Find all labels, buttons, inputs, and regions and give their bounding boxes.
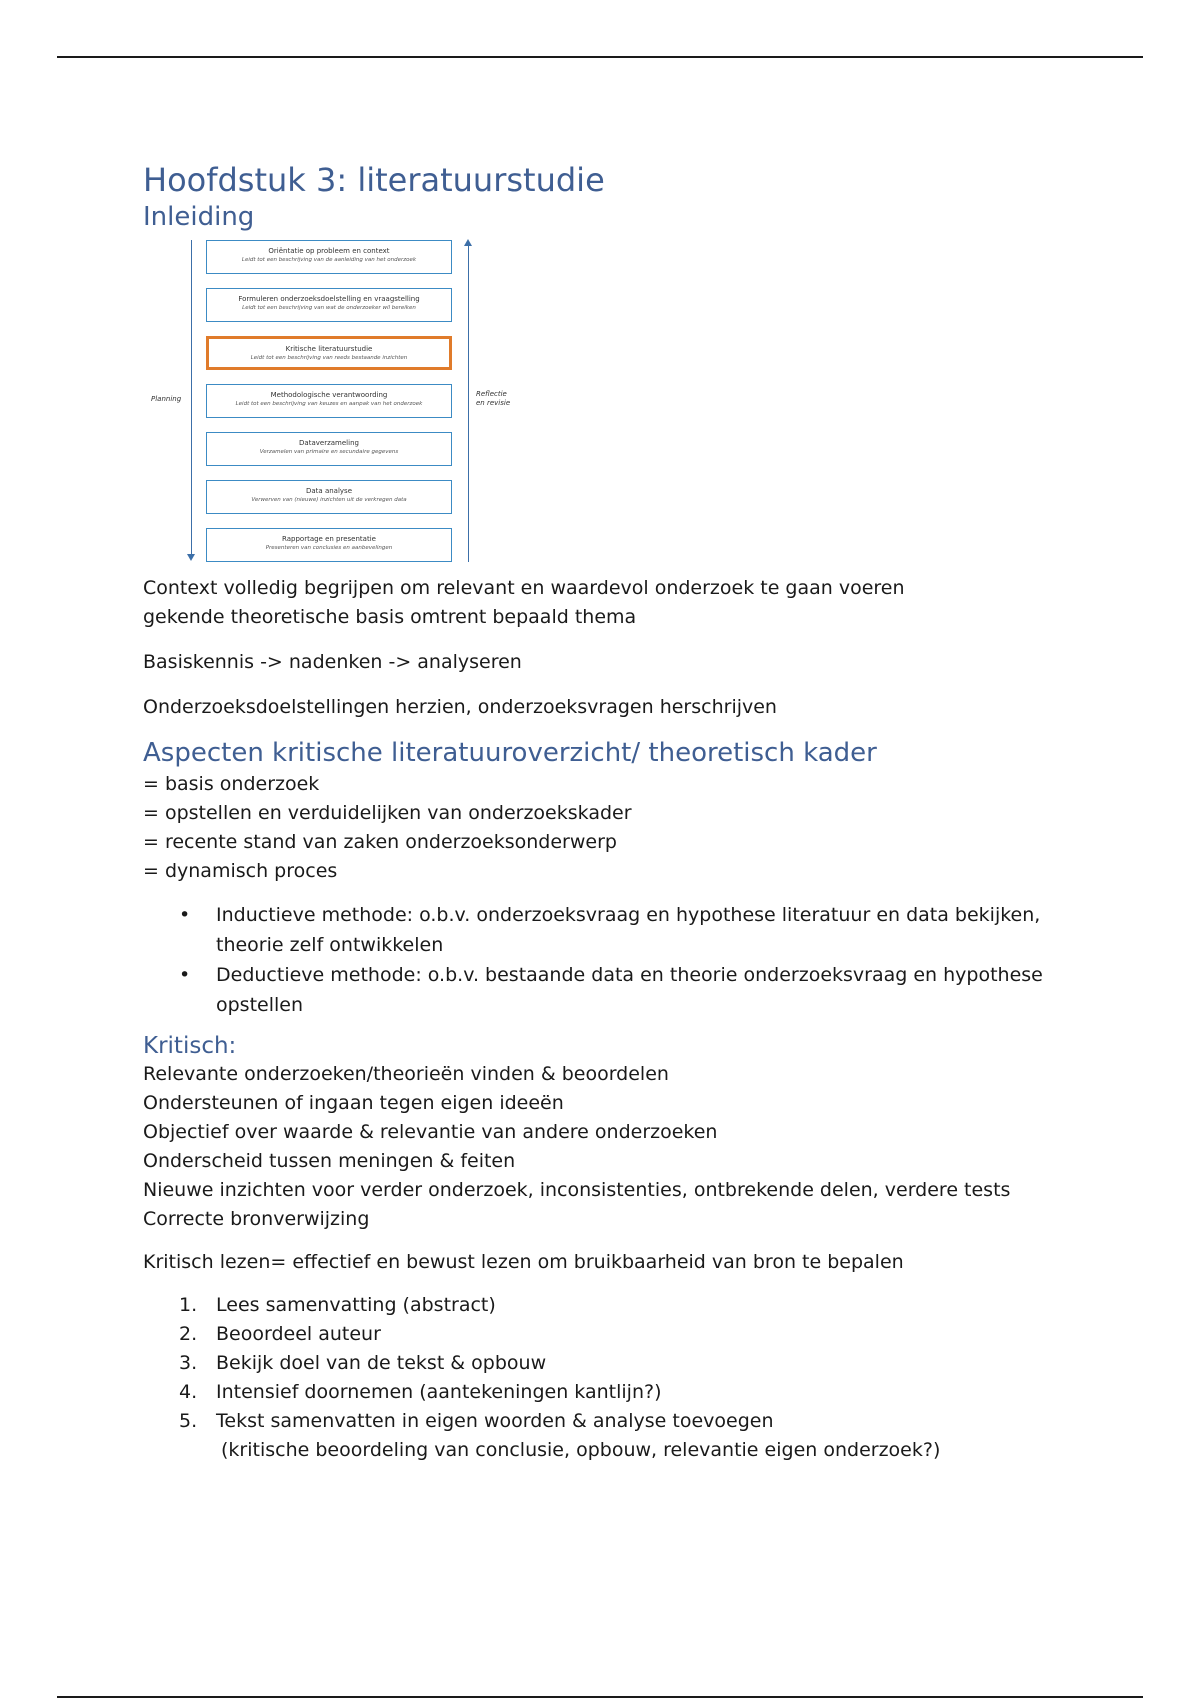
critical-line: Ondersteunen of ingaan tegen eigen ideeën <box>143 1092 564 1114</box>
process-step: Data analyse Verwerven van (nieuwe) inzichten uit de verkregen data <box>206 480 452 514</box>
process-step: Dataverzameling Verzamelen van primaire en secundaire gegevens <box>206 432 452 466</box>
intro-text-line: Onderzoeksdoelstellingen herzien, onderzoeksvragen herschrijven <box>143 696 777 718</box>
process-step: Oriëntatie op probleem en context Leidt tot een beschrijving van de aanleiding van het onderzoek <box>206 240 452 274</box>
intro-text-line: Context volledig begrijpen om relevant en waardevol onderzoek te gaan voeren <box>143 577 905 599</box>
critical-line: Correcte bronverwijzing <box>143 1208 370 1230</box>
process-step: Methodologische verantwoording Leidt tot een beschrijving van keuzes en aanpak van het onderzoek <box>206 384 452 418</box>
aspects-heading: Aspecten kritische literatuuroverzicht/ theoretisch kader <box>143 738 877 768</box>
list-item: 5. Tekst samenvatten in eigen woorden & analyse toevoegen <box>179 1410 774 1432</box>
list-item: 3. Bekijk doel van de tekst & opbouw <box>179 1352 547 1374</box>
research-process-diagram <box>143 238 523 568</box>
reflection-line <box>468 246 469 562</box>
reflection-label: Reflectie en revisie <box>476 390 511 407</box>
aspect-line: = dynamisch proces <box>143 860 338 882</box>
chapter-title: Hoofdstuk 3: literatuurstudie <box>143 161 605 199</box>
planning-label: Planning <box>151 395 182 403</box>
reading-steps-list <box>143 1291 1103 1436</box>
critical-heading: Kritisch: <box>143 1033 237 1059</box>
critical-line: Onderscheid tussen meningen & feiten <box>143 1150 516 1172</box>
list-item: • Deductieve methode: o.b.v. bestaande data en theorie onderzoeksvraag en hypothese opstellen <box>143 960 1103 1020</box>
arrow-down-icon <box>187 554 195 561</box>
planning-line <box>191 240 192 556</box>
process-step: Formuleren onderzoeksdoelstelling en vraagstelling Leidt tot een beschrijving van wat de onderzoeker wil bereiken <box>206 288 452 322</box>
intro-heading: Inleiding <box>143 202 255 232</box>
list-item: 4. Intensief doornemen (aantekeningen kantlijn?) <box>179 1381 662 1403</box>
critical-line: Objectief over waarde & relevantie van andere onderzoeken <box>143 1121 718 1143</box>
aspect-line: = basis onderzoek <box>143 773 320 795</box>
intro-text-line: Basiskennis -> nadenken -> analyseren <box>143 651 522 673</box>
aspect-line: = opstellen en verduidelijken van onderzoekskader <box>143 802 632 824</box>
critical-line: Nieuwe inzichten voor verder onderzoek, inconsistenties, ontbrekende delen, verdere tests <box>143 1179 1011 1201</box>
list-item: 2. Beoordeel auteur <box>179 1323 381 1345</box>
footer-rule <box>57 1696 1143 1698</box>
header-rule <box>57 56 1143 58</box>
process-step: Rapportage en presentatie Presenteren van conclusies en aanbevelingen <box>206 528 452 562</box>
method-list <box>143 900 1103 1020</box>
process-step-highlighted: Kritische literatuurstudie Leidt tot een beschrijving van reeds bestaande inzichten <box>206 336 452 370</box>
list-item: • Inductieve methode: o.b.v. onderzoeksvraag en hypothese literatuur en data bekijken, theorie zelf ontwikkelen <box>143 900 1103 960</box>
arrow-up-icon <box>464 239 472 246</box>
list-item: 1. Lees samenvatting (abstract) <box>179 1294 496 1316</box>
page-content <box>143 160 1103 1465</box>
intro-text-line: gekende theoretische basis omtrent bepaald thema <box>143 606 637 628</box>
aspect-line: = recente stand van zaken onderzoeksonderwerp <box>143 831 617 853</box>
critical-reading-text: Kritisch lezen= effectief en bewust lezen om bruikbaarheid van bron te bepalen <box>143 1251 904 1273</box>
critical-line: Relevante onderzoeken/theorieën vinden & beoordelen <box>143 1063 669 1085</box>
step5-continuation: (kritische beoordeling van conclusie, opbouw, relevantie eigen onderzoek?) <box>221 1439 941 1461</box>
